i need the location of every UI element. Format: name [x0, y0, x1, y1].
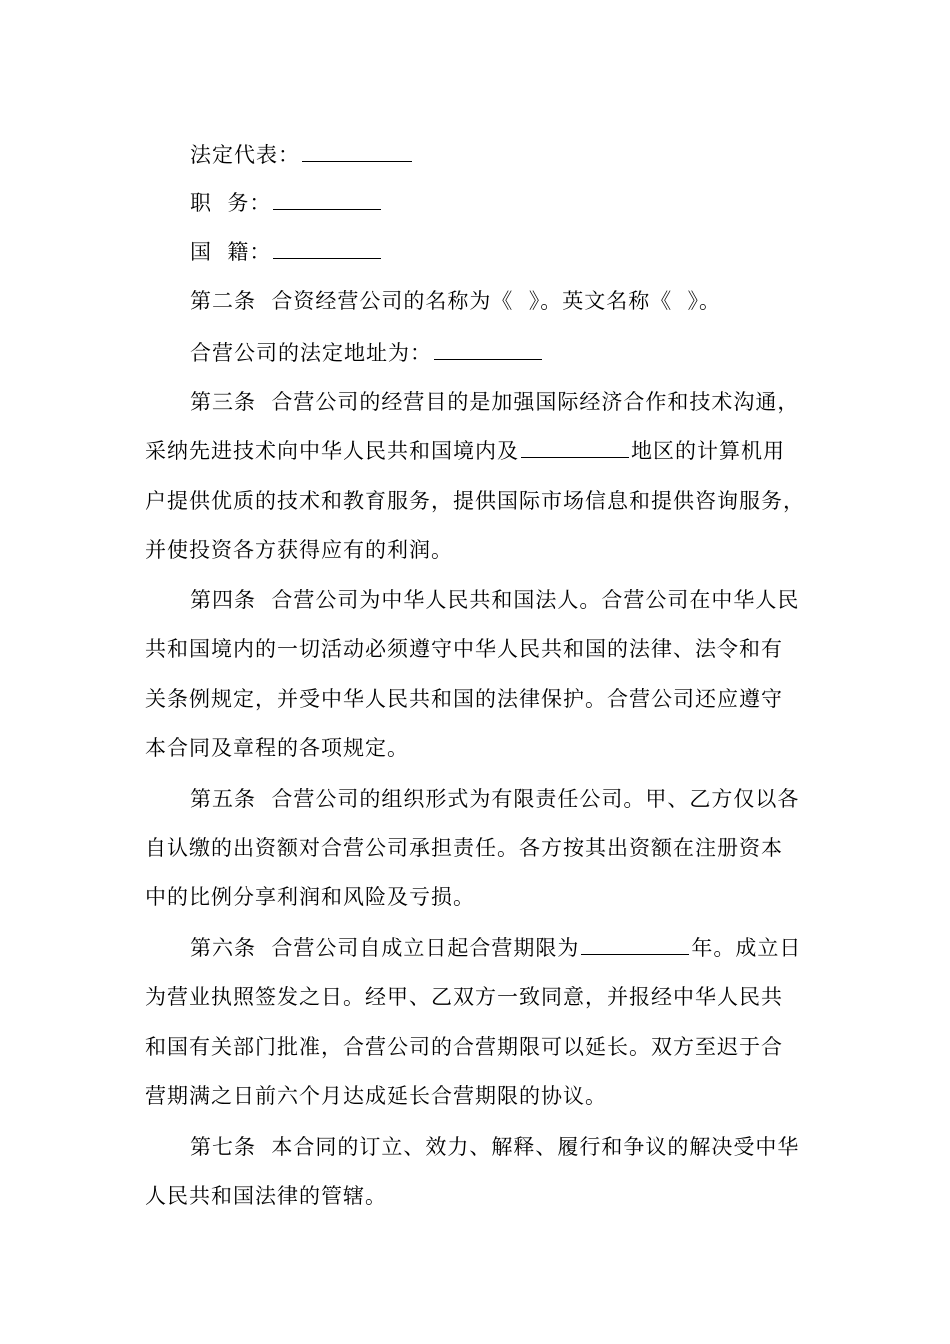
article5-line2: 自认缴的出资额对合营公司承担责任。各方按其出资额在注册资本: [145, 836, 783, 860]
term-years-blank[interactable]: [581, 934, 689, 955]
article6-line1: [190, 933, 870, 963]
article6-line2: 为营业执照签发之日。经甲、乙双方一致同意，并报经中华人民共: [145, 985, 783, 1009]
position-label: 职 务：: [190, 191, 272, 215]
article5-line1: 第五条 合营公司的组织形式为有限责任公司。甲、乙方仅以各: [190, 787, 800, 811]
article3-line2-end: 地区的计算机用: [631, 439, 785, 463]
article7-line2: 人民共和国法律的管辖。: [145, 1184, 387, 1208]
legal-representative-field: [190, 140, 870, 170]
legal-address-field: [190, 338, 870, 368]
article4-line4: 本合同及章程的各项规定。: [145, 736, 409, 760]
article4-line1: 第四条 合营公司为中华人民共和国法人。合营公司在中华人民: [190, 588, 800, 612]
region-blank[interactable]: [521, 437, 629, 458]
position-blank[interactable]: [273, 189, 381, 210]
article6-line1-start: 第六条 合营公司自成立日起合营期限为: [190, 936, 580, 960]
article3-line2: [145, 436, 825, 466]
article4-line2: 共和国境内的一切活动必须遵守中华人民共和国的法律、法令和有: [145, 637, 783, 661]
article5-line3: 中的比例分享利润和风险及亏损。: [145, 885, 475, 909]
legal-representative-blank[interactable]: [302, 141, 412, 162]
article7-line1: 第七条 本合同的订立、效力、解释、履行和争议的解决受中华: [190, 1135, 800, 1159]
legal-representative-label: 法定代表：: [190, 143, 300, 167]
nationality-field: [190, 237, 870, 267]
article6-line4: 营期满之日前六个月达成延长合营期限的协议。: [145, 1084, 607, 1108]
article4-line3: 关条例规定，并受中华人民共和国的法律保护。合营公司还应遵守: [145, 687, 783, 711]
legal-address-blank[interactable]: [434, 339, 542, 360]
article3-line1: 第三条 合营公司的经营目的是加强国际经济合作和技术沟通，: [190, 390, 800, 414]
nationality-blank[interactable]: [273, 238, 381, 259]
article3-line3: 户提供优质的技术和教育服务，提供国际市场信息和提供咨询服务，: [145, 489, 805, 513]
article6-line3: 和国有关部门批准，合营公司的合营期限可以延长。双方至迟于合: [145, 1035, 783, 1059]
article2-line1: 第二条 合资经营公司的名称为《 》。英文名称《 》。: [190, 289, 722, 313]
position-field: [190, 188, 870, 218]
article3-line4: 并使投资各方获得应有的利润。: [145, 538, 453, 562]
article3-line2-start: 采纳先进技术向中华人民共和国境内及: [145, 439, 519, 463]
legal-address-label: 合营公司的法定地址为：: [190, 341, 432, 365]
article6-line1-end: 年。成立日: [691, 936, 802, 960]
nationality-label: 国 籍：: [190, 240, 272, 264]
